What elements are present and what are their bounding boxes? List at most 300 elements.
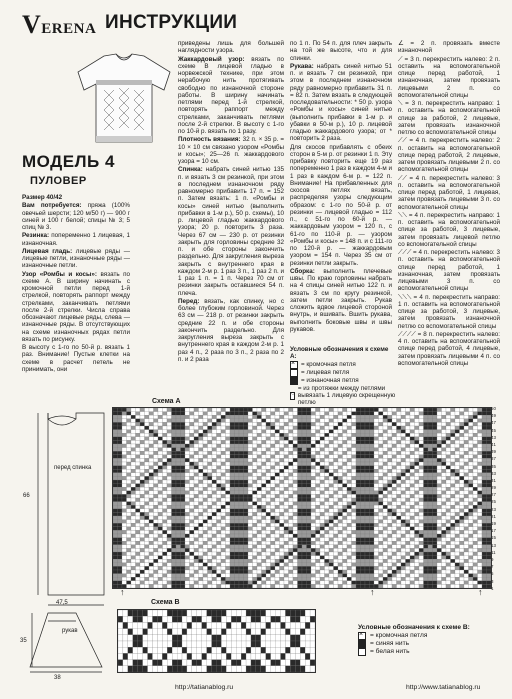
chart-cell	[397, 498, 402, 502]
chart-cell	[419, 574, 424, 578]
chart-cell	[208, 448, 213, 452]
chart-cell	[230, 534, 235, 538]
chart-cell	[131, 577, 136, 581]
chart-cell	[253, 451, 258, 455]
chart-cell	[230, 426, 235, 430]
chart-cell	[469, 538, 474, 542]
chart-cell	[236, 635, 241, 641]
chart-cell	[307, 466, 312, 470]
chart-cell	[334, 559, 339, 563]
chart-cell	[275, 570, 280, 574]
chart-cell	[383, 466, 388, 470]
chart-cell	[280, 415, 285, 419]
chart-cell	[325, 480, 330, 484]
chart-cell	[271, 505, 276, 509]
chart-cell	[302, 408, 307, 412]
chart-cell	[127, 430, 132, 434]
chart-cell	[343, 451, 348, 455]
chart-cell	[158, 455, 163, 459]
chart-cell	[230, 538, 235, 542]
chart-cell	[311, 534, 316, 538]
section-title: ИНСТРУКЦИИ	[105, 12, 238, 33]
chart-cell	[162, 666, 167, 672]
chart-cell	[473, 480, 478, 484]
chart-cell	[478, 512, 483, 516]
chart-cell	[320, 491, 325, 495]
paragraph-text: ⟍ = 3 п. перекрестить направо: 1 п. оставить на вспомогательной спице за работой, 2 лицевые, затем провязать изнаночной петлю со вспомогательной спицы	[398, 100, 500, 136]
chart-cell	[316, 527, 321, 531]
chart-cell	[361, 433, 366, 437]
chart-cell	[300, 622, 305, 628]
chart-cell	[293, 523, 298, 527]
chart-cell	[235, 538, 240, 542]
chart-cell	[212, 437, 217, 441]
chart-cell	[185, 566, 190, 570]
chart-cell	[230, 444, 235, 448]
chart-cell	[356, 534, 361, 538]
chart-cell	[356, 527, 361, 531]
chart-cell	[478, 559, 483, 563]
chart-cell	[293, 570, 298, 574]
chart-cell	[347, 455, 352, 459]
chart-cell	[181, 523, 186, 527]
chart-cell	[361, 516, 366, 520]
chart-cell	[212, 426, 217, 430]
chart-cell	[365, 444, 370, 448]
chart-cell	[285, 641, 290, 647]
chart-cell	[235, 509, 240, 513]
chart-cell	[298, 458, 303, 462]
chart-cell	[284, 487, 289, 491]
chart-cell	[280, 577, 285, 581]
chart-cell	[158, 509, 163, 513]
chart-cell	[289, 484, 294, 488]
chart-cell	[325, 426, 330, 430]
chart-cell	[428, 516, 433, 520]
chart-cell	[131, 476, 136, 480]
chart-cell	[118, 451, 123, 455]
chart-cell	[347, 430, 352, 434]
chart-cell	[145, 426, 150, 430]
chart-cell	[401, 516, 406, 520]
chart-cell	[231, 629, 236, 635]
chart-cell	[280, 480, 285, 484]
chart-cell	[127, 516, 132, 520]
chart-cell	[415, 408, 420, 412]
chart-cell	[230, 437, 235, 441]
chart-cell	[482, 545, 487, 549]
chart-cell	[392, 458, 397, 462]
chart-cell	[145, 512, 150, 516]
chart-cell	[334, 581, 339, 585]
chart-cell	[217, 408, 222, 412]
chart-cell	[334, 541, 339, 545]
chart-cell	[356, 548, 361, 552]
chart-cell	[248, 523, 253, 527]
chart-cell	[356, 556, 361, 560]
chart-cell	[261, 616, 266, 622]
chart-cell	[302, 509, 307, 513]
chart-cell	[415, 527, 420, 531]
chart-cell	[136, 577, 141, 581]
chart-cell	[300, 647, 305, 653]
chart-cell	[199, 556, 204, 560]
row-number: 13	[491, 542, 496, 548]
chart-cell	[253, 473, 258, 477]
footer-url-2[interactable]: http://www.tatianablog.ru	[406, 684, 481, 691]
row-number: 37	[491, 456, 496, 462]
chart-cell	[257, 491, 262, 495]
footer-url[interactable]: http://tatianablog.ru	[175, 684, 234, 691]
chart-cell	[446, 498, 451, 502]
chart-cell	[406, 548, 411, 552]
chart-cell	[203, 419, 208, 423]
chart-cell	[172, 444, 177, 448]
chart-cell	[158, 422, 163, 426]
chart-cell	[140, 512, 145, 516]
chart-cell	[145, 505, 150, 509]
chart-cell	[197, 635, 202, 641]
chart-cell	[361, 505, 366, 509]
chart-cell	[388, 527, 393, 531]
chart-cell	[140, 419, 145, 423]
chart-cell	[197, 666, 202, 672]
chart-cell	[167, 516, 172, 520]
chart-cell	[289, 516, 294, 520]
chart-cell	[302, 556, 307, 560]
chart-cell	[266, 498, 271, 502]
chart-cell	[320, 484, 325, 488]
chart-cell	[149, 574, 154, 578]
chart-cell	[388, 451, 393, 455]
chart-cell	[275, 484, 280, 488]
chart-cell	[262, 426, 267, 430]
chart-cell	[244, 530, 249, 534]
chart-cell	[392, 559, 397, 563]
chart-cell	[433, 509, 438, 513]
chart-cell	[424, 577, 429, 581]
chart-cell	[187, 653, 192, 659]
chart-cell	[419, 566, 424, 570]
chart-cell	[136, 455, 141, 459]
chart-cell	[406, 502, 411, 506]
chart-cell	[285, 610, 290, 616]
chart-cell	[284, 584, 289, 588]
chart-cell	[176, 494, 181, 498]
chart-cell	[275, 563, 280, 567]
chart-cell	[356, 520, 361, 524]
chart-cell	[410, 552, 415, 556]
chart-cell	[455, 476, 460, 480]
chart-cell	[410, 476, 415, 480]
chart-cell	[203, 516, 208, 520]
chart-cell	[338, 412, 343, 416]
chart-cell	[379, 437, 384, 441]
chart-cell	[410, 570, 415, 574]
chart-cell	[118, 574, 123, 578]
chart-cell	[217, 541, 222, 545]
chart-cell	[419, 408, 424, 412]
chart-cell	[163, 484, 168, 488]
chart-cell	[167, 530, 172, 534]
chart-cell	[469, 487, 474, 491]
chart-cell	[118, 437, 123, 441]
chart-cell	[285, 647, 290, 653]
chart-cell	[226, 660, 231, 666]
chart-cell	[262, 581, 267, 585]
chart-cell	[428, 433, 433, 437]
chart-cell	[140, 581, 145, 585]
chart-cell	[203, 584, 208, 588]
chart-cell	[202, 635, 207, 641]
chart-cell	[307, 559, 312, 563]
chart-cell	[406, 494, 411, 498]
chart-cell	[181, 426, 186, 430]
chart-cell	[148, 635, 153, 641]
chart-cell	[190, 433, 195, 437]
chart-cell	[320, 545, 325, 549]
chart-cell	[194, 574, 199, 578]
chart-cell	[347, 484, 352, 488]
chart-cell	[343, 415, 348, 419]
chart-cell	[320, 426, 325, 430]
chart-cell	[185, 570, 190, 574]
chart-cell	[352, 430, 357, 434]
chart-cell	[253, 494, 258, 498]
chart-cell	[140, 534, 145, 538]
chart-cell	[482, 419, 487, 423]
chart-cell	[482, 527, 487, 531]
chart-cell	[152, 616, 157, 622]
text-column-4	[398, 40, 500, 396]
chart-cell	[226, 647, 231, 653]
chart-cell	[190, 574, 195, 578]
chart-cell	[221, 448, 226, 452]
chart-cell	[118, 509, 123, 513]
chart-cell	[154, 545, 159, 549]
chart-cell	[383, 494, 388, 498]
chart-cell	[212, 466, 217, 470]
chart-cell	[118, 581, 123, 585]
chart-cell	[181, 520, 186, 524]
chart-cell	[154, 476, 159, 480]
chart-cell	[167, 487, 172, 491]
chart-cell	[230, 494, 235, 498]
chart-cell	[370, 570, 375, 574]
chart-cell	[256, 635, 261, 641]
chart-cell	[302, 448, 307, 452]
chart-cell	[118, 653, 123, 659]
chart-cell	[239, 502, 244, 506]
chart-cell	[122, 484, 127, 488]
chart-cell	[329, 570, 334, 574]
chart-cell	[455, 473, 460, 477]
chart-cell	[275, 509, 280, 513]
chart-cell	[140, 466, 145, 470]
chart-cell	[397, 552, 402, 556]
chart-cell	[460, 444, 465, 448]
chart-cell	[123, 660, 128, 666]
chart-cell	[217, 476, 222, 480]
chart-cell	[136, 563, 141, 567]
chart-cell	[388, 408, 393, 412]
chart-cell	[352, 408, 357, 412]
chart-cell	[343, 559, 348, 563]
chart-cell	[154, 451, 159, 455]
chart-cell	[370, 505, 375, 509]
chart-cell	[361, 455, 366, 459]
chart-cell	[392, 480, 397, 484]
chart-cell	[302, 516, 307, 520]
chart-cell	[251, 610, 256, 616]
chart-cell	[365, 502, 370, 506]
chart-cell	[478, 530, 483, 534]
chart-cell	[379, 530, 384, 534]
chart-cell	[370, 444, 375, 448]
chart-cell	[397, 505, 402, 509]
chart-cell	[482, 584, 487, 588]
chart-cell	[230, 552, 235, 556]
chart-cell	[248, 556, 253, 560]
chart-cell	[152, 622, 157, 628]
chart-cell	[451, 415, 456, 419]
chart-cell	[131, 505, 136, 509]
chart-cell	[325, 505, 330, 509]
chart-cell	[275, 469, 280, 473]
chart-cell	[248, 422, 253, 426]
chart-cell	[419, 512, 424, 516]
chart-cell	[208, 516, 213, 520]
chart-cell	[113, 476, 118, 480]
chart-cell	[302, 455, 307, 459]
chart-cell	[451, 538, 456, 542]
chart-cell	[437, 577, 442, 581]
chart-cell	[370, 491, 375, 495]
chart-cell	[275, 548, 280, 552]
chart-cell	[122, 509, 127, 513]
chart-cell	[176, 437, 181, 441]
chart-cell	[361, 419, 366, 423]
chart-cell	[482, 541, 487, 545]
chart-cell	[320, 530, 325, 534]
chart-cell	[284, 473, 289, 477]
chart-cell	[295, 622, 300, 628]
chart-cell	[239, 527, 244, 531]
chart-cell	[361, 566, 366, 570]
chart-cell	[230, 448, 235, 452]
chart-cell	[307, 548, 312, 552]
chart-cell	[140, 498, 145, 502]
chart-cell	[451, 476, 456, 480]
chart-cell	[370, 487, 375, 491]
chart-cell	[482, 466, 487, 470]
chart-cell	[343, 419, 348, 423]
chart-cell	[374, 473, 379, 477]
chart-cell	[140, 433, 145, 437]
chart-cell	[473, 415, 478, 419]
chart-cell	[464, 433, 469, 437]
chart-cell	[271, 512, 276, 516]
chart-cell	[181, 545, 186, 549]
chart-cell	[437, 505, 442, 509]
chart-cell	[138, 666, 143, 672]
chart-cell	[298, 516, 303, 520]
chart-cell	[433, 466, 438, 470]
chart-cell	[244, 584, 249, 588]
chart-cell	[280, 458, 285, 462]
chart-cell	[199, 574, 204, 578]
chart-cell	[419, 455, 424, 459]
chart-cell	[392, 430, 397, 434]
chart-cell	[401, 552, 406, 556]
chart-cell	[305, 610, 310, 616]
chart-cell	[128, 610, 133, 616]
chart-cell	[149, 581, 154, 585]
chart-cell	[181, 548, 186, 552]
chart-cell	[338, 509, 343, 513]
chart-cell	[145, 487, 150, 491]
chart-cell	[158, 473, 163, 477]
chart-cell	[157, 629, 162, 635]
chart-cell	[307, 552, 312, 556]
chart-cell	[406, 552, 411, 556]
chart-cell	[289, 512, 294, 516]
chart-cell	[212, 422, 217, 426]
chart-cell	[127, 512, 132, 516]
chart-cell	[290, 629, 295, 635]
chart-cell	[167, 480, 172, 484]
chart-cell	[460, 440, 465, 444]
chart-cell	[311, 491, 316, 495]
chart-cell	[133, 610, 138, 616]
chart-cell	[275, 545, 280, 549]
chart-cell	[230, 466, 235, 470]
chart-cell	[451, 412, 456, 416]
chart-cell	[257, 415, 262, 419]
chart-cell	[365, 545, 370, 549]
chart-cell	[370, 412, 375, 416]
chart-cell	[347, 563, 352, 567]
chart-cell	[199, 455, 204, 459]
chart-cell	[217, 430, 222, 434]
chart-cell	[383, 491, 388, 495]
chart-cell	[127, 451, 132, 455]
chart-cell	[221, 455, 226, 459]
chart-cell	[482, 448, 487, 452]
chart-cell	[172, 647, 177, 653]
chart-cell	[167, 476, 172, 480]
chart-cell	[113, 466, 118, 470]
chart-cell	[241, 629, 246, 635]
chart-cell	[383, 509, 388, 513]
chart-cell	[464, 527, 469, 531]
chart-cell	[451, 469, 456, 473]
chart-cell	[122, 437, 127, 441]
chart-cell	[437, 480, 442, 484]
chart-cell	[256, 622, 261, 628]
chart-cell	[473, 512, 478, 516]
chart-cell	[442, 458, 447, 462]
chart-cell	[446, 412, 451, 416]
chart-cell	[433, 491, 438, 495]
white-yarn-icon	[358, 648, 366, 656]
chart-cell	[298, 527, 303, 531]
chart-cell	[478, 502, 483, 506]
chart-cell	[284, 451, 289, 455]
chart-cell	[433, 548, 438, 552]
chart-cell	[244, 469, 249, 473]
chart-cell	[217, 622, 222, 628]
